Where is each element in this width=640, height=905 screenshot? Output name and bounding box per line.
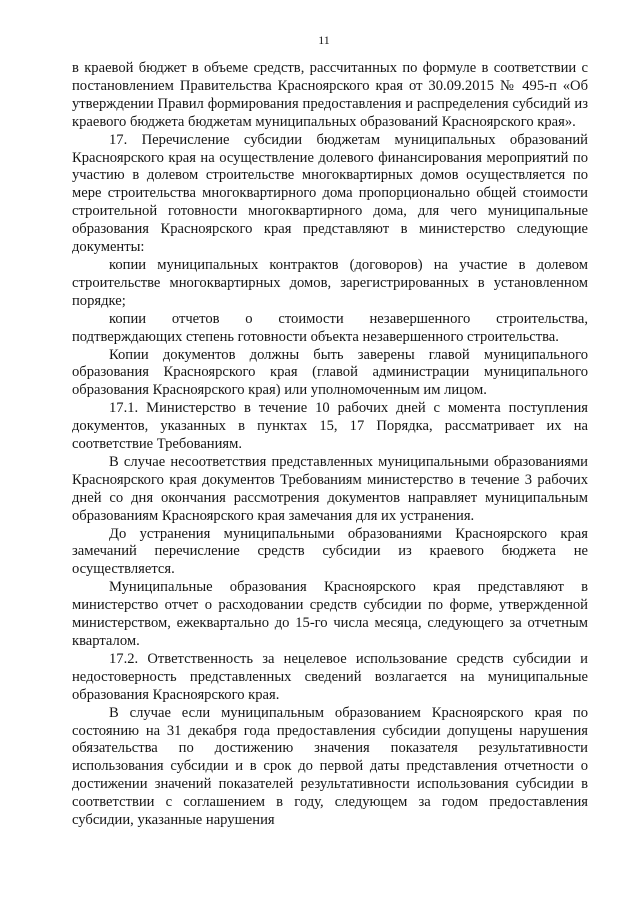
paragraph-17-subsidy-transfer: 17. Перечисление субсидии бюджетам муниципальных образований Красноярского края на осуществление долевого финансирования мероприятий по участию в долевом строительстве многоквартирных домов осуществляется по мере строительства многоквартирного дома пропорционально общей стоимости строительной готовности многоквартирного дома, для чего муниципальные образования Красноярского края представляют в министерство следующие документы: <box>72 131 588 256</box>
paragraph-certification: Копии документов должны быть заверены главой муниципального образования Красноярского края (главой администрации муниципального образования Красноярского края) или уполномоченным им лицом. <box>72 346 588 399</box>
paragraph-quarterly-report: Муниципальные образования Красноярского края представляют в министерство отчет о расходовании средств субсидии по форме, утвержденной министерством, ежеквартально до 15-го числа месяца, следующего за отчетным кварталом. <box>72 579 588 649</box>
paragraph-contract-copies: копии муниципальных контрактов (договоров) на участие в долевом строительстве многоквартирных домов, зарегистрированных в установленном порядке; <box>72 256 588 309</box>
paragraph-17-1-review: 17.1. Министерство в течение 10 рабочих дней с момента поступления документов, указанных в пунктах 15, 17 Порядка, рассматривает их на соответствие Требованиям. <box>72 400 588 453</box>
paragraph-budget-return: в краевой бюджет в объеме средств, рассчитанных по формуле в соответствии с постановлением Правительства Красноярского края от 30.09.2015 № 495-п «Об утверждении Правил формирования предоставления и распределения субсидий из краевого бюджета бюджетам муниципальных образований Красноярского края». <box>72 60 588 130</box>
paragraph-noncompliance: В случае несоответствия представленных муниципальными образованиями Красноярского края документов Требованиям министерство в течение 3 рабочих дней со дня окончания рассмотрения документов направляет муниципальным образованиям Красноярского края замечания для их устранения. <box>72 453 588 524</box>
paragraph-report-copies: копии отчетов о стоимости незавершенного строительства, подтверждающих степень готовности объекта незавершенного строительства. <box>72 310 588 345</box>
paragraph-violations: В случае если муниципальным образованием Красноярского края по состоянию на 31 декабря года предоставления субсидии допущены нарушения обязательства по достижению значения показателя результативности использования субсидии и в срок до первой даты представления отчетности о достижении значений показателей результативности использования субсидии в соответствии с соглашением в году, следующем за годом предоставления субсидии, указанные нарушения <box>72 704 588 829</box>
paragraph-remediation: До устранения муниципальными образованиями Красноярского края замечаний перечисление средств субсидии из краевого бюджета не осуществляется. <box>72 525 588 578</box>
paragraph-17-2-responsibility: 17.2. Ответственность за нецелевое использование средств субсидии и недостоверность представленных сведений возлагается на муниципальные образования Красноярского края. <box>72 650 588 703</box>
page-number: 11 <box>318 33 330 47</box>
document-body <box>72 60 588 830</box>
